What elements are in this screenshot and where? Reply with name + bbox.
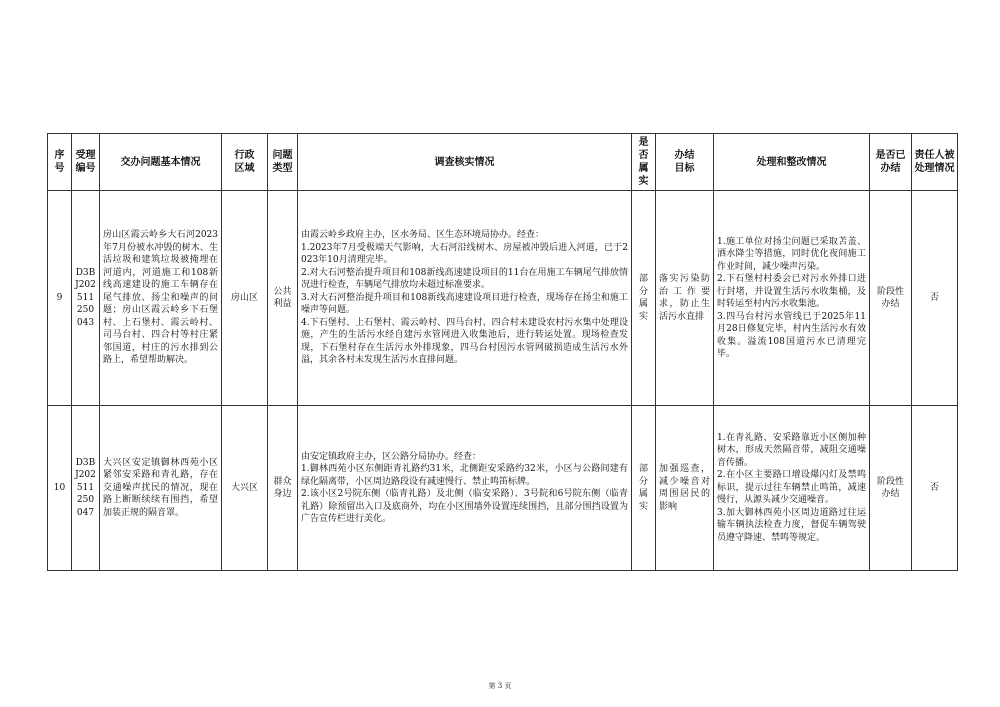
investigation-item: 1.2023年7月受极端天气影响，大石河沿线树木、房屋被冲毁后进入河道，已于2023年10月清理完毕。 <box>301 242 628 266</box>
row-completed: 阶段性办结 <box>870 406 912 571</box>
row-handling <box>714 191 870 406</box>
row-investigation <box>298 406 632 571</box>
row-is-true: 部分属实 <box>632 191 656 406</box>
row-accountability: 否 <box>912 191 958 406</box>
table-row <box>48 406 958 571</box>
investigation-item: 1.御林西苑小区东侧距青礼路约31米，北侧距安采路约32米，小区与公路间建有绿化隔离带，小区周边路段设有减速慢行、禁止鸣笛标牌。 <box>301 464 628 487</box>
row-district: 房山区 <box>222 191 268 406</box>
complaint-table <box>47 133 958 571</box>
handling-item: 3.加大御林西苑小区周边道路过往运输车辆执法检查力度，督促车辆驾驶员遵守降速、禁鸣等规定。 <box>717 507 866 543</box>
investigation-intro: 由霞云岭乡政府主办，区水务局、区生态环境局协办。经查： <box>301 230 545 241</box>
handling-item: 1.在青礼路、安采路靠近小区侧加种树木，形成天然隔音带，减阻交通噪音传播。 <box>717 432 866 468</box>
row-handling <box>714 406 870 571</box>
row-completed: 阶段性办结 <box>870 191 912 406</box>
investigation-item: 2.该小区2号院东侧（临青礼路）及北侧（临安采路）、3号院和6号院东侧（临青礼路）除预留出入口及底商外，均在小区围墙外设置连续围挡，且部分围挡设置为广告宣传栏进行美化。 <box>301 489 628 524</box>
header-issue-type: 问题类型 <box>268 134 298 191</box>
row-seq: 9 <box>48 191 72 406</box>
table-row <box>48 191 958 406</box>
header-handling: 处理和整改情况 <box>714 134 870 191</box>
header-accept-no: 受理编号 <box>72 134 100 191</box>
row-issue: 房山区霞云岭乡大石河2023年7月份被水冲毁的树木、生活垃圾和建筑垃圾被掩埋在河道内，河道施工和108新线高速建设的施工车辆存在尾气排放、扬尘和噪声的问题；房山区霞云岭乡下石堡村、上石堡村、霞云岭村、司马台村、四合村等村庄紧邻国道，村庄的污水排到公路上，希望帮助解决。 <box>100 191 222 406</box>
investigation-intro: 由安定镇政府主办，区公路分局协办。经查： <box>301 451 482 462</box>
row-accept-no: D3BJ202511250047 <box>72 406 100 571</box>
handling-item: 2.在小区主要路口增设爆闪灯及禁鸣标识，提示过往车辆禁止鸣笛，减速慢行，从源头减少交通噪音。 <box>717 470 866 506</box>
investigation-item: 4.下石堡村、上石堡村、霞云岭村、四马台村、四合村未建设农村污水集中处理设施，产生的生活污水经自建污水管网进入收集池后，进行转运处置。现场检查发现，下石堡村存在生活污水外排现象，四马台村因污水管网破损造成生活污水外溢，其余各村未发现生活污水直排问题。 <box>301 317 628 366</box>
row-seq: 10 <box>48 406 72 571</box>
header-goal: 办结目标 <box>656 134 714 191</box>
header-investigation: 调查核实情况 <box>298 134 632 191</box>
handling-item: 1.施工单位对扬尘问题已采取苫盖、洒水降尘等措施，同时优化夜间施工作业时间，减少噪声污染。 <box>717 236 866 272</box>
row-issue: 大兴区安定镇御林西苑小区紧邻安采路和青礼路，存在交通噪声扰民的情况，现在路上断断续续有围挡，希望加装正规的隔音罩。 <box>100 406 222 571</box>
handling-item: 2.下石堡村村委会已对污水外排口进行封堵，并设置生活污水收集桶，及时转运至村内污水收集池。 <box>717 274 866 309</box>
header-seq: 序号 <box>48 134 72 191</box>
header-district: 行政区域 <box>222 134 268 191</box>
row-accountability: 否 <box>912 406 958 571</box>
row-goal: 落实污染防治工作要求，防止生活污水直排 <box>656 191 714 406</box>
header-is-true: 是否属实 <box>632 134 656 191</box>
handling-item: 3.四马台村污水管线已于2025年11月28日修复完毕，村内生活污水有效收集。溢流108国道污水已清理完毕。 <box>717 311 866 359</box>
row-goal: 加强巡查，减少噪音对周围居民的影响 <box>656 406 714 571</box>
row-accept-no: D3BJ202511250043 <box>72 191 100 406</box>
header-issue: 交办问题基本情况 <box>100 134 222 191</box>
investigation-item: 3.对大石河整治提升项目和108新线高速建设项目进行检查，现场存在扬尘和施工噪声等问题。 <box>301 292 628 316</box>
row-issue-type: 公共利益 <box>268 191 298 406</box>
row-investigation <box>298 191 632 406</box>
row-is-true: 部分属实 <box>632 406 656 571</box>
investigation-item: 2.对大石河整治提升项目和108新线高速建设项目的11台在用施工车辆尾气排放情况进行检查，车辆尾气排放均未超过标准要求。 <box>301 267 628 291</box>
row-issue-type: 群众身边 <box>268 406 298 571</box>
page-number: 第 3 页 <box>488 682 512 690</box>
row-district: 大兴区 <box>222 406 268 571</box>
header-completed: 是否已办结 <box>870 134 912 191</box>
table-header-row <box>48 134 958 191</box>
header-accountability: 责任人被处理情况 <box>912 134 958 191</box>
